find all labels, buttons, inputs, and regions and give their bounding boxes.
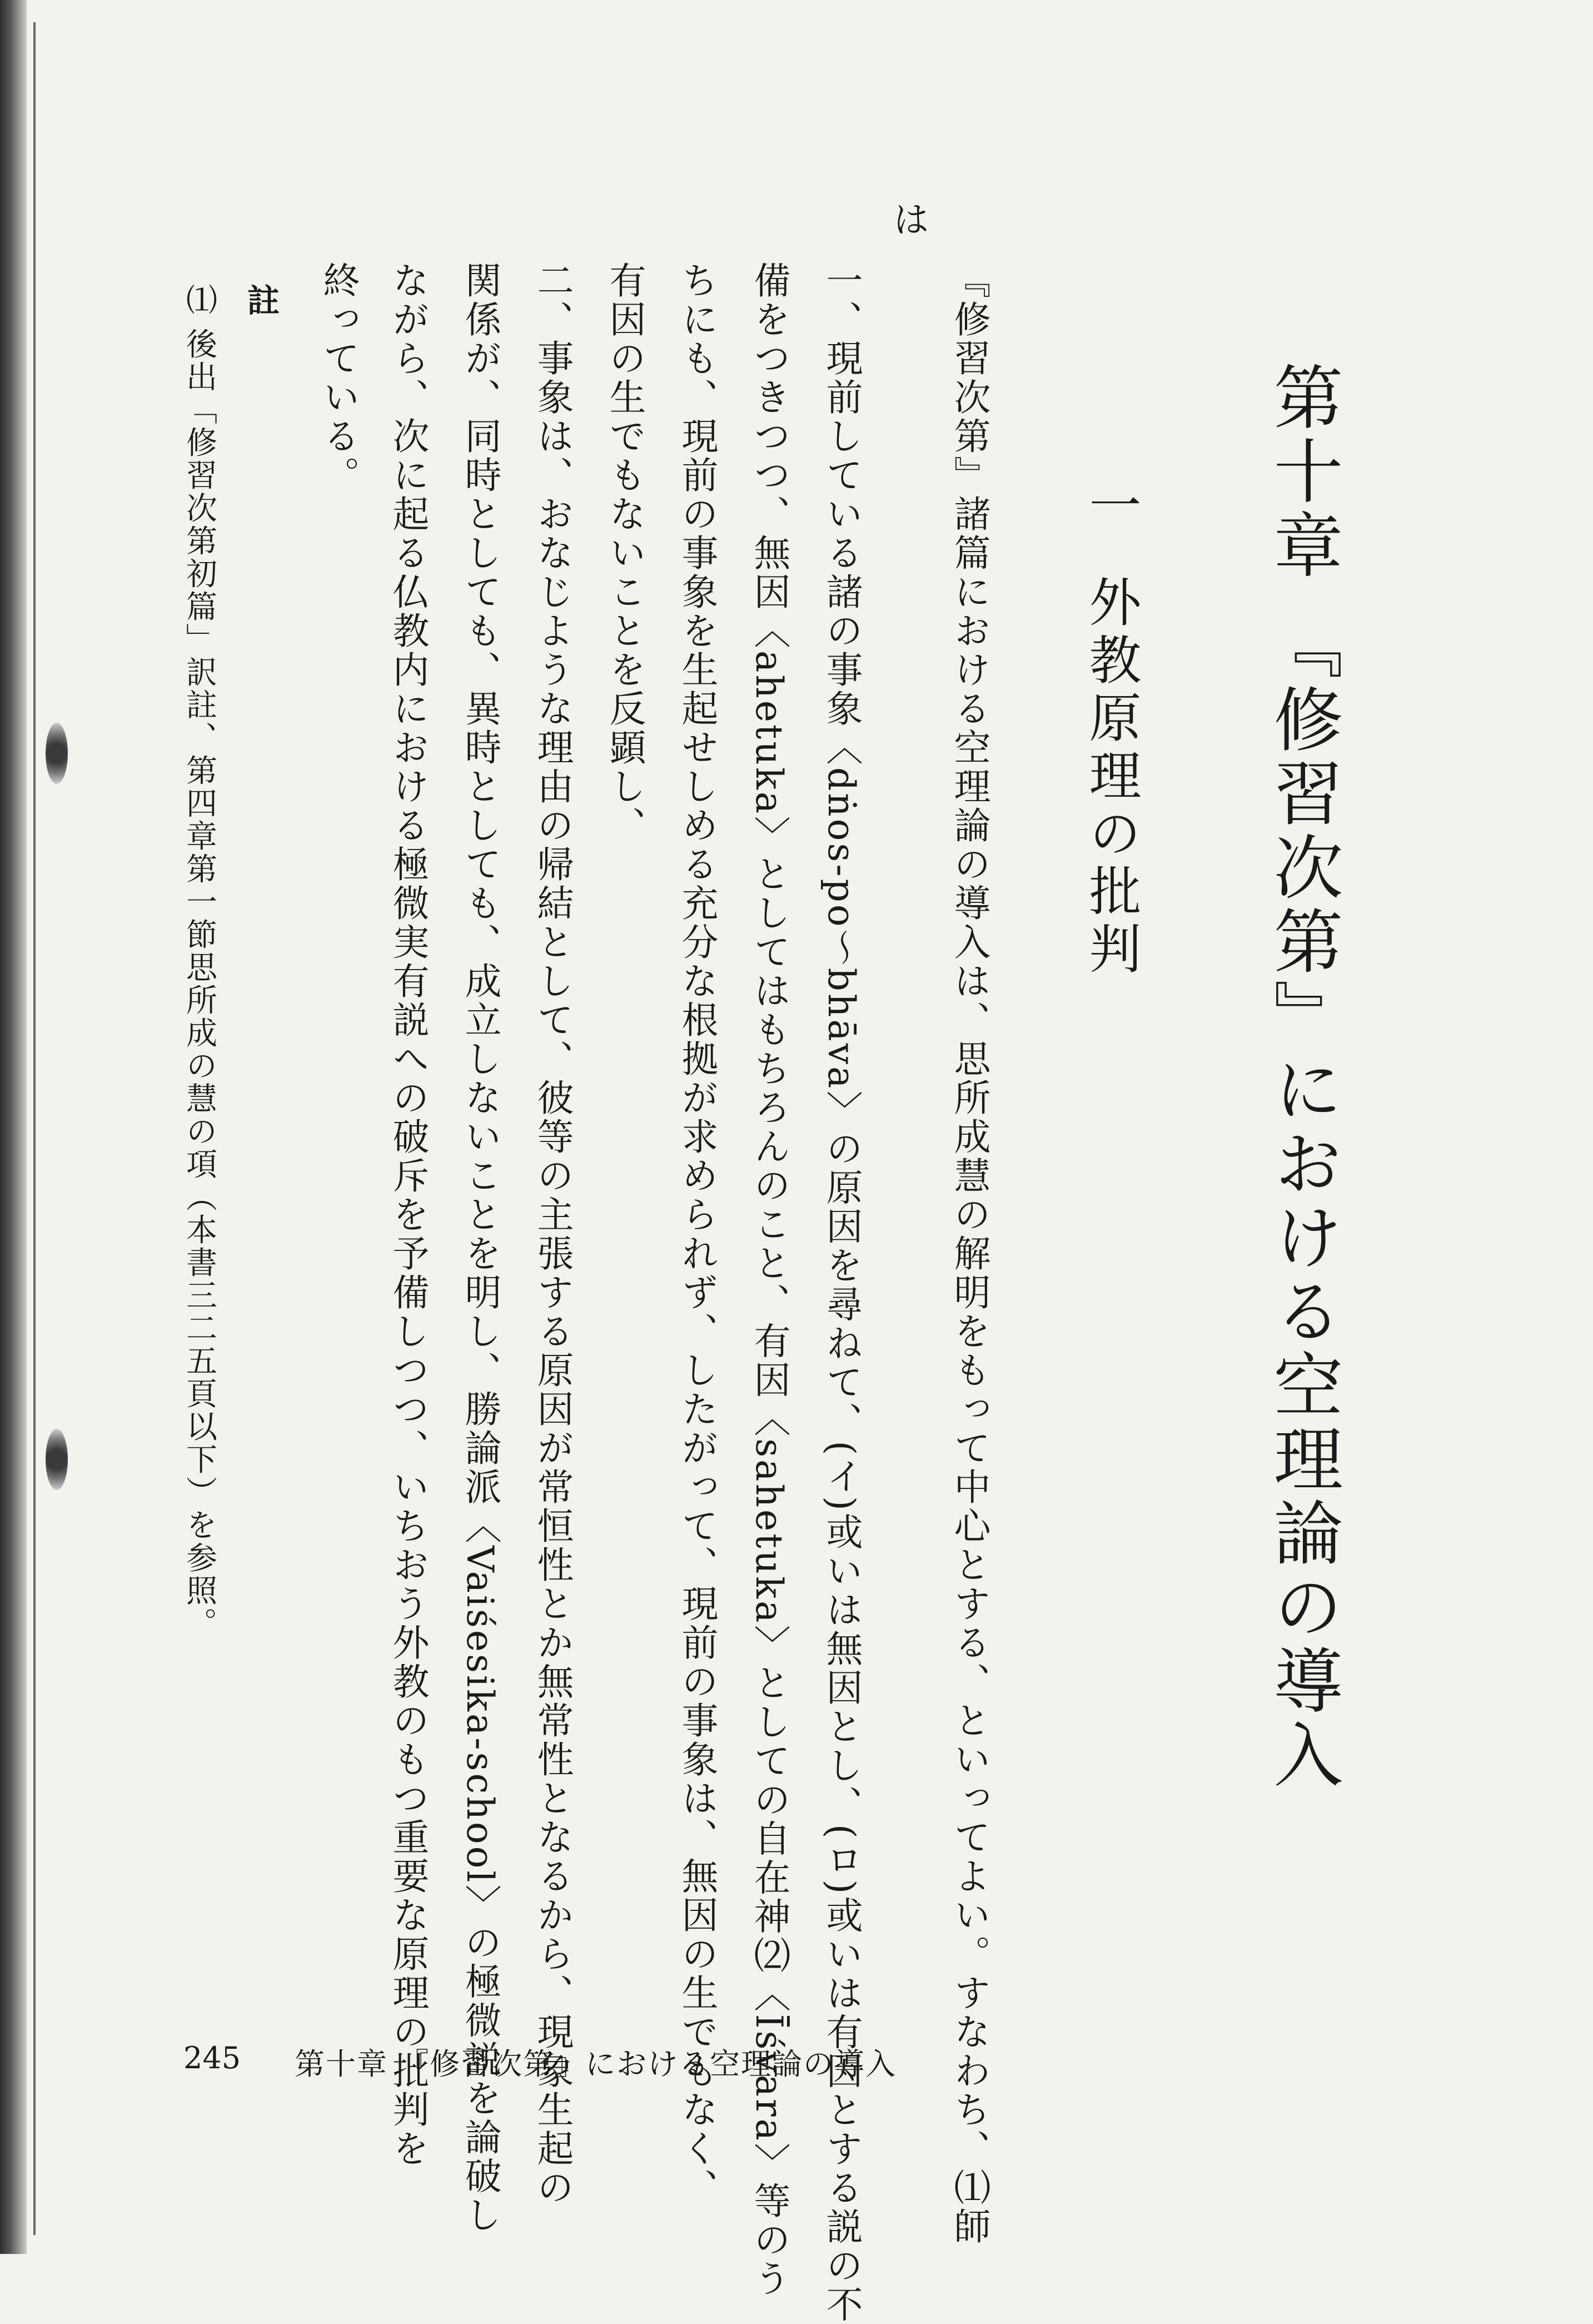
section-number: 一 [1080, 478, 1141, 536]
body-line-3: 一、現前している諸の事象〈dṅos-po～bhāva〉の原因を尋ねて、(イ)或いは無因とし、(ロ)或いは有因とする説の不 [820, 261, 863, 2324]
body-line-4: 備をつきつつ、無因〈ahetuka〉としてはもちろんのこと、有因〈sahetuka〉としての自在神⑵〈Īśvara〉等のう [748, 261, 790, 2298]
body-line-1: 『修習次第』諸篇における空理論の導入は、思所成慧の解明をもって中心とする、といってよい。すなわち、⑴師 [948, 261, 990, 2246]
binding-line [33, 22, 36, 2235]
body-line-6: 有因の生でもないことを反顕し、 [603, 261, 646, 845]
body-line-9: ながら、次に起る仏教内における極微実有説への破斥を予備しつつ、いちおう外教のもつ重要な原理の批判を [386, 261, 429, 2168]
body-line-5: ちにも、現前の事象を生起せしめる充分な根拠が求められず、したがって、現前の事象は、無因の生でもなく、 [675, 261, 718, 2207]
page-number: 245 [183, 2040, 241, 2075]
body-line-7: 二、事象は、おなじような理由の帰結として、彼等の主張する原因が常恒性とか無常性となるから、現象生起の [531, 261, 574, 2207]
footnote-1: ⑴ 後出「修習次第初篇」訳註、第四章第一節思所成の慧の項（本書三二五頁以下）を参照。 [181, 284, 217, 1640]
body-line-10: 終っている。 [317, 261, 360, 495]
binding-edge [0, 0, 27, 2254]
body-line-2: は [887, 200, 929, 239]
running-head: 第十章 『修習次第』における空理論の導入 [295, 2047, 897, 2082]
section-heading [1080, 478, 1141, 980]
body-line-8: 関係が、同時としても、異時としても、成立しないことを明し、勝論派〈Vaiśesika-school〉の極微説を論破し [459, 261, 501, 2235]
punch-hole-icon [46, 1429, 68, 1490]
section-title: 外教原理の批判 [1080, 575, 1141, 980]
punch-hole-icon [46, 723, 68, 784]
notes-label: 註 [242, 284, 280, 316]
chapter-title: 第十章 『修習次第』における空理論の導入 [1262, 361, 1342, 1793]
